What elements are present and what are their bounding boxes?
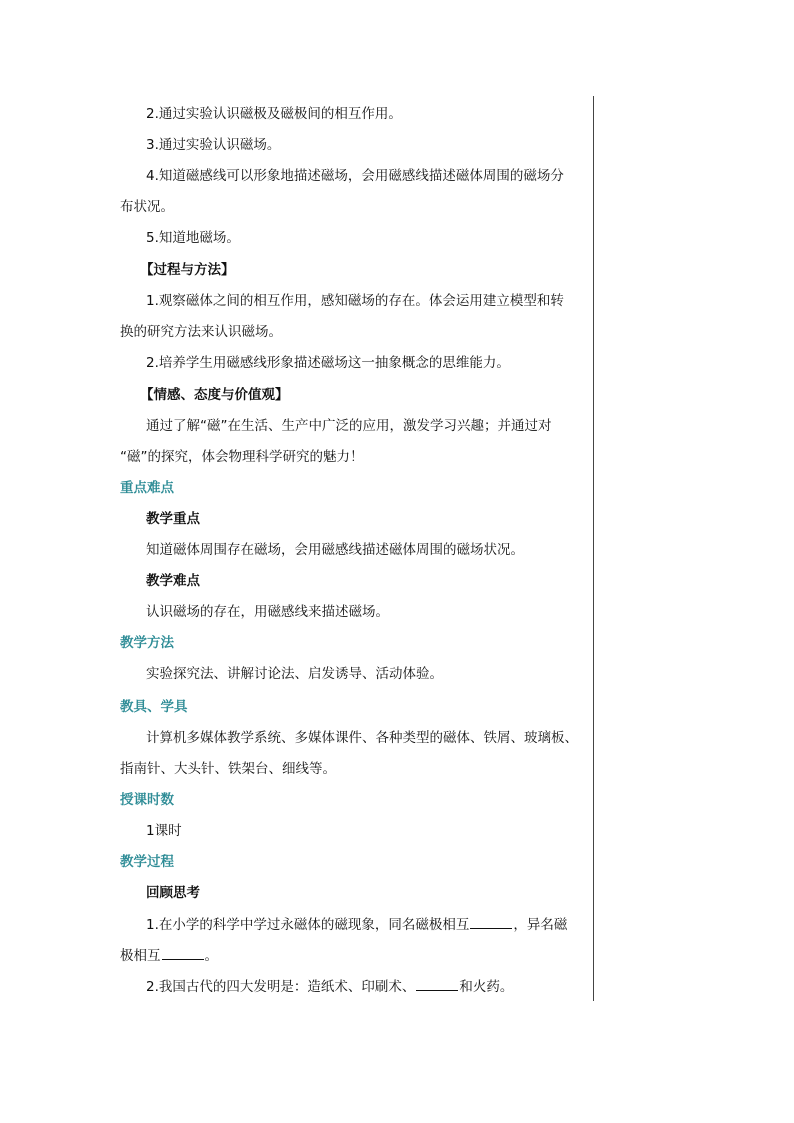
- tools-line2: 指南针、大头针、铁架台、细线等。: [120, 761, 336, 777]
- method-text: 实验探究法、讲解讨论法、启发诱导、活动体验。: [146, 666, 443, 682]
- fill-blank[interactable]: [470, 914, 512, 929]
- objective-3: 3.通过实验认识磁场。: [146, 137, 281, 153]
- process-1-line2: 换的研究方法来认识磁场。: [120, 324, 282, 340]
- question-1-text-a: 1.在小学的科学中学过永磁体的磁现象，同名磁极相互: [146, 917, 470, 933]
- objective-4-line1: 4.知道磁感线可以形象地描述磁场，会用磁感线描述磁体周围的磁场分: [146, 168, 564, 184]
- section-teaching-process: 教学过程: [120, 854, 174, 870]
- teaching-focus: 知道磁体周围存在磁场，会用磁感线描述磁体周围的磁场状况。: [146, 542, 524, 558]
- objective-4-line2: 布状况。: [120, 199, 174, 215]
- section-key-difficult: 重点难点: [120, 480, 174, 496]
- section-hours: 授课时数: [120, 792, 174, 808]
- objective-5: 5.知道地磁场。: [146, 230, 240, 246]
- objective-2: 2.通过实验认识磁极及磁极间的相互作用。: [146, 106, 402, 122]
- teaching-difficulty: 认识磁场的存在，用磁感线来描述磁场。: [146, 604, 389, 620]
- heading-emotion: 【情感、态度与价值观】: [140, 387, 289, 403]
- question-1-text-b: ，异名磁: [513, 917, 568, 933]
- hours-text: 1课时: [146, 823, 182, 839]
- question-1-text-d: 。: [204, 948, 218, 964]
- question-2-text-a: 2.我国古代的四大发明是：造纸术、印刷术、: [146, 979, 416, 995]
- question-2: [146, 976, 513, 997]
- process-1-line1: 1.观察磁体之间的相互作用，感知磁场的存在。体会运用建立模型和转: [146, 293, 564, 309]
- question-2-text-b: 和火药。: [459, 979, 514, 995]
- tools-line1: 计算机多媒体教学系统、多媒体课件、各种类型的磁体、铁屑、玻璃板、: [146, 730, 578, 746]
- question-1-line1: [146, 914, 567, 935]
- section-method: 教学方法: [120, 635, 174, 651]
- question-1-line2: [120, 945, 218, 966]
- fill-blank[interactable]: [162, 945, 204, 960]
- process-2: 2.培养学生用磁感线形象描述磁场这一抽象概念的思维能力。: [146, 355, 510, 371]
- teaching-difficulty-title: 教学难点: [146, 573, 200, 589]
- section-tools: 教具、学具: [120, 699, 188, 715]
- emotion-line2: “磁”的探究，体会物理科学研究的魅力！: [120, 449, 364, 465]
- teaching-focus-title: 教学重点: [146, 511, 200, 527]
- question-1-text-c: 极相互: [120, 948, 161, 964]
- emotion-line1: 通过了解“磁”在生活、生产中广泛的应用，激发学习兴趣；并通过对: [146, 418, 552, 434]
- fill-blank[interactable]: [416, 976, 458, 991]
- review-title: 回顾思考: [146, 885, 200, 901]
- heading-process-method: 【过程与方法】: [140, 262, 235, 278]
